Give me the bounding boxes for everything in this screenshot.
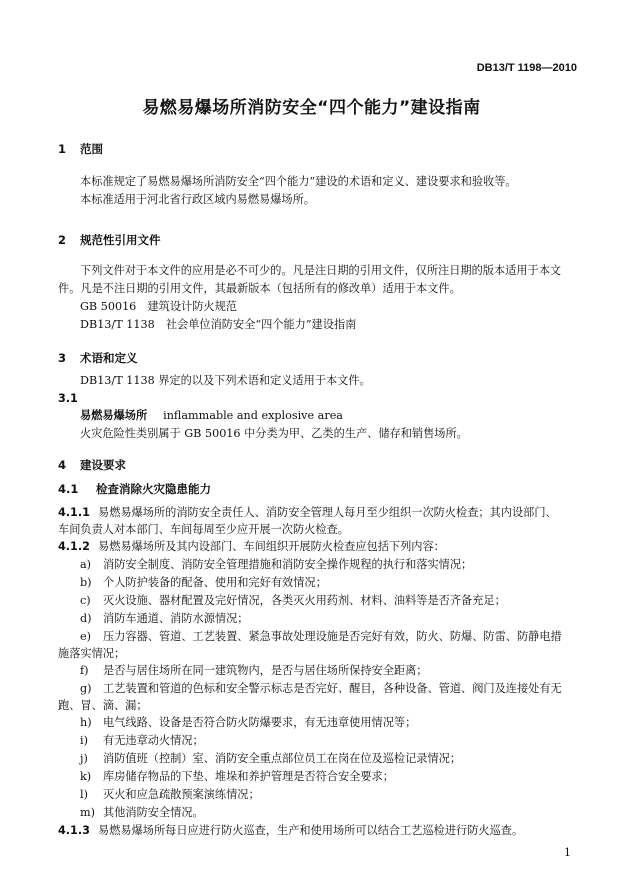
- section-title: 规范性引用文件: [80, 233, 161, 247]
- list-item: f) 是否与居住场所在同一建筑物内，是否与居住场所保持安全距离；: [80, 664, 428, 677]
- section-title: 范围: [80, 142, 103, 156]
- clause-4-1-1-continued: 车间负责人对本部门、车间每周至少应开展一次防火检查。: [58, 523, 349, 536]
- subsection-number: 4.1: [58, 482, 79, 496]
- page-number: 1: [564, 846, 571, 859]
- standard-number: DB13/T 1198—2010: [476, 62, 577, 74]
- clause-text: 易燃易爆场所及其内设部门、车间组织开展防火检查应包括下列内容：: [98, 540, 445, 553]
- section-2-heading: [58, 232, 161, 248]
- sec1-paragraph-2: 本标准适用于河北省行政区域内易燃易爆场所。: [80, 193, 315, 206]
- list-item: b) 个人防护装备的配备、使用和完好有效情况；: [80, 576, 327, 589]
- list-item: h) 电气线路、设备是否符合防火防爆要求，有无违章使用情况等；: [80, 716, 417, 729]
- sec1-paragraph-1: 本标准规定了易燃易爆场所消防安全“四个能力”建设的术语和定义、建设要求和验收等。: [80, 175, 517, 188]
- section-number: 1: [58, 142, 67, 156]
- sec2-paragraph-line-1: 下列文件对于本文件的应用是必不可少的。凡是注日期的引用文件，仅所注日期的版本适用于本文: [80, 264, 562, 277]
- normative-reference-1: GB 50016 建筑设计防火规范: [80, 300, 237, 313]
- clause-4-1-3: [58, 824, 523, 838]
- list-item: g) 工艺装置和管道的色标和安全警示标志是否完好、醒目，各种设备、管道、阀门及连接处有无: [80, 682, 562, 695]
- clause-text: 易燃易爆场所每日应进行防火巡查，生产和使用场所可以结合工艺巡检进行防火巡查。: [98, 824, 524, 837]
- clause-4-1-1: [58, 506, 557, 520]
- list-item: m) 其他消防安全情况。: [80, 806, 204, 819]
- clause-4-1-2: [58, 540, 445, 554]
- document-title: 易燃易爆场所消防安全“四个能力”建设指南: [142, 98, 481, 118]
- list-item-continued: 施落实情况；: [58, 647, 126, 660]
- clause-number: 4.1.3: [58, 824, 90, 837]
- section-number: 3: [58, 351, 67, 365]
- list-item: k) 库房储存物品的下垫、堆垛和养护管理是否符合安全要求；: [80, 770, 394, 783]
- subsection-4-1-heading: [58, 481, 211, 497]
- term-chinese: 易燃易爆场所: [80, 409, 148, 422]
- list-item: l) 灭火和应急疏散预案演练情况；: [80, 788, 260, 801]
- term-definition: 火灾危险性类别属于 GB 50016 中分类为甲、乙类的生产、储存和销售场所。: [80, 427, 468, 440]
- section-title: 术语和定义: [80, 351, 138, 365]
- list-item-continued: 跑、冒、滴、漏；: [58, 699, 148, 712]
- subsection-title: 检查消除火灾隐患能力: [96, 482, 211, 496]
- section-4-heading: [58, 457, 126, 473]
- section-title: 建设要求: [80, 458, 126, 472]
- clause-number: 4.1.2: [58, 540, 90, 553]
- term-number: 3.1: [58, 392, 78, 405]
- sec2-paragraph-line-2: 件。凡是不注日期的引用文件，其最新版本（包括所有的修改单）适用于本文件。: [58, 282, 461, 295]
- section-number: 4: [58, 458, 67, 472]
- section-number: 2: [58, 233, 67, 247]
- list-item: d) 消防车通道、消防水源情况；: [80, 612, 249, 625]
- list-item: j) 消防值班（控制）室、消防安全重点部位员工在岗在位及巡检记录情况；: [80, 752, 462, 765]
- clause-text: 易燃易爆场所的消防安全责任人、消防安全管理人每月至少组织一次防火检查；其内设部门、: [98, 506, 557, 519]
- list-item: i) 有无违章动火情况；: [80, 734, 204, 747]
- list-item: c) 灭火设施、器材配置及完好情况，各类灭火用药剂、材料、油料等是否齐备充足；: [80, 594, 506, 607]
- term-english: inflammable and explosive area: [163, 409, 343, 422]
- section-1-heading: [58, 141, 103, 157]
- term-entry: [80, 409, 343, 423]
- list-item: e) 压力容器、管道、工艺装置、紧急事故处理设施是否完好有效，防火、防爆、防雷、防静电措: [80, 630, 562, 643]
- section-3-heading: [58, 350, 138, 366]
- sec3-intro: DB13/T 1138 界定的以及下列术语和定义适用于本文件。: [80, 374, 371, 387]
- list-item: a) 消防安全制度、消防安全管理措施和消防安全操作规程的执行和落实情况；: [80, 558, 473, 571]
- clause-number: 4.1.1: [58, 506, 90, 519]
- normative-reference-2: DB13/T 1138 社会单位消防安全“四个能力”建设指南: [80, 318, 357, 331]
